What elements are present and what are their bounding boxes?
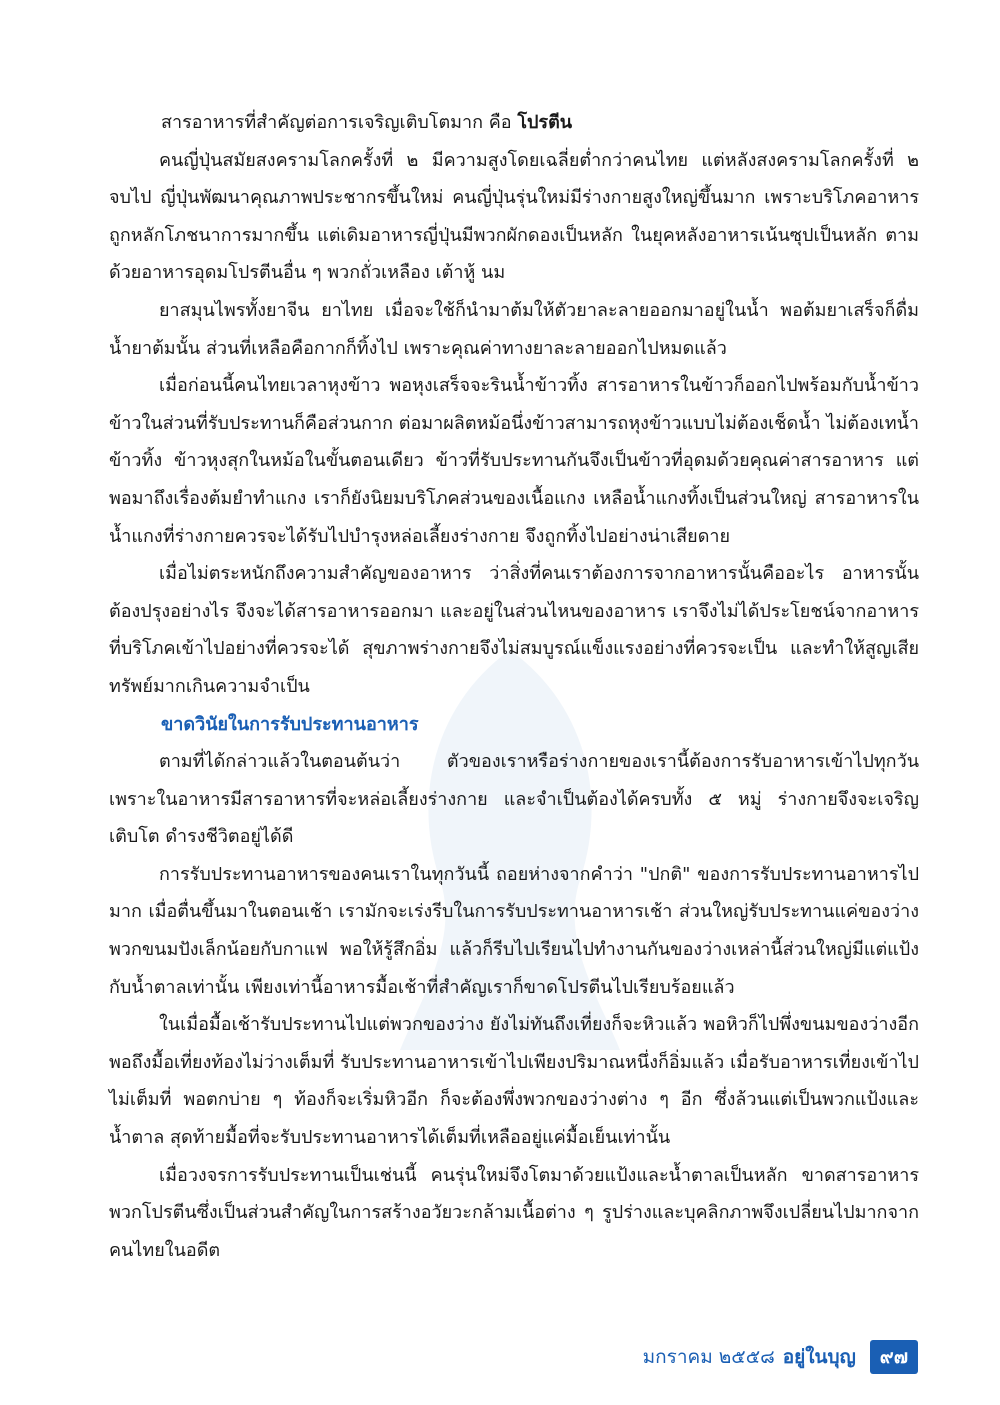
paragraph-5: เมื่อไม่ตระหนักถึงความสำคัญของอาหาร ว่าสิ่งที่คนเราต้องการจากอาหารนั้นคืออะไร อาหารนั้นต้องปรุงอย่างไร จึงจะได้สารอาหารออกมา และอยู่ในส่วนไหนของอาหาร เราจึงไม่ได้ประโยชน์จากอาหารที่บริโภคเข้าไปอย่างที่ควรจะได้ สุขภาพร่างกายจึงไม่สมบูรณ์แข็งแรงอย่างที่ควรจะเป็น และทำให้สูญเสียทรัพย์มากเกินความจำเป็น: [109, 563, 919, 697]
paragraph-3: ยาสมุนไพรทั้งยาจีน ยาไทย เมื่อจะใช้ก็นำมาต้มให้ตัวยาละลายออกมาอยู่ในน้ำ พอต้มยาเสร็จก็ดื่มน้ำยาต้มนั้น ส่วนที่เหลือคือกากก็ทิ้งไป เพราะคุณค่าทางยาละลายออกไปหมดแล้ว: [109, 299, 919, 359]
paragraph-4: เมื่อก่อนนี้คนไทยเวลาหุงข้าว พอหุงเสร็จจะรินน้ำข้าวทิ้ง สารอาหารในข้าวก็ออกไปพร้อมกับน้ำข้าว ข้าวในส่วนที่รับประทานก็คือส่วนกาก ต่อมาผลิตหม้อนึ่งข้าวสามารถหุงข้าวแบบไม่ต้องเช็ดน้ำ ไม่ต้องเทน้ำข้าวทิ้ง ข้าวหุงสุกในหม้อในขั้นตอนเดียว ข้าวที่รับประทานกันจึงเป็นข้าวที่อุดมด้วยคุณค่าสารอาหาร แต่พอมาถึงเรื่องต้มยำทำแกง เราก็ยังนิยมบริโภคส่วนของเนื้อแกง เหลือน้ำแกงทิ้งเป็นส่วนใหญ่ สารอาหารในน้ำแกงที่ร่างกายควรจะได้รับไปบำรุงหล่อเลี้ยงร่างกาย จึงถูกทิ้งไปอย่างน่าเสียดาย: [109, 375, 919, 547]
article-body: [109, 104, 919, 1269]
footer-date: มกราคม ๒๕๕๘: [642, 1346, 775, 1368]
page-number-badge: ๙๗: [870, 1340, 918, 1374]
paragraph-8: ในเมื่อมื้อเช้ารับประทานไปแต่พวกของว่าง ยังไม่ทันถึงเที่ยงก็จะหิวแล้ว พอหิวก็ไปพึ่งขนมของว่างอีก พอถึงมื้อเที่ยงท้องไม่ว่างเต็มที่ รับประทานอาหารเข้าไปเพียงปริมาณหนึ่งก็อิ่มแล้ว เมื่อรับอาหารเที่ยงเข้าไปไม่เต็มที่ พอตกบ่าย ๆ ท้องก็จะเริ่มหิวอีก ก็จะต้องพึ่งพวกของว่างต่าง ๆ อีก ซึ่งล้วนแต่เป็นพวกแป้งและน้ำตาล สุดท้ายมื้อที่จะรับประทานอาหารได้เต็มที่เหลืออยู่แค่มื้อเย็นเท่านั้น: [109, 1014, 919, 1149]
paragraph-9: เมื่อวงจรการรับประทานเป็นเช่นนี้ คนรุ่นใหม่จึงโตมาด้วยแป้งและน้ำตาลเป็นหลัก ขาดสารอาหารพวกโปรตีนซึ่งเป็นส่วนสำคัญในการสร้างอวัยวะกล้ามเนื้อต่าง ๆ รูปร่างและบุคลิกภาพจึงเปลี่ยนไปมากจากคนไทยในอดีต: [109, 1164, 919, 1261]
paragraph-7: การรับประทานอาหารของคนเราในทุกวันนี้ ถอยห่างจากคำว่า "ปกติ" ของการรับประทานอาหารไปมาก เมื่อตื่นขึ้นมาในตอนเช้า เรามักจะเร่งรีบในการรับประทานอาหารเช้า ส่วนใหญ่รับประทานแค่ของว่างพวกขนมปังเล็กน้อยกับกาแฟ พอให้รู้สึกอิ่ม แล้วก็รีบไปเรียนไปทำงานกันของว่างเหล่านี้ส่วนใหญ่มีแต่แป้งกับน้ำตาลเท่านั้น เพียงเท่านี้อาหารมื้อเช้าที่สำคัญเราก็ขาดโปรตีนไปเรียบร้อยแล้ว: [109, 863, 919, 998]
footer-magazine-name: อยู่ในบุญ: [782, 1346, 856, 1368]
section-heading: ขาดวินัยในการรับประทานอาหาร: [161, 713, 419, 735]
paragraph-6: ตามที่ได้กล่าวแล้วในตอนต้นว่า ตัวของเราหรือร่างกายของเรานี้ต้องการรับอาหารเข้าไปทุกวัน เพราะในอาหารมีสารอาหารที่จะหล่อเลี้ยงร่างกาย และจำเป็นต้องได้ครบทั้ง ๕ หมู่ ร่างกายจึงจะเจริญเติบโต ดำรงชีวิตอยู่ได้ดี: [109, 751, 919, 848]
paragraph-text: สารอาหารที่สำคัญต่อการเจริญเติบโตมาก คือ: [161, 112, 518, 133]
paragraph-1: [109, 104, 919, 142]
paragraph-2: คนญี่ปุ่นสมัยสงครามโลกครั้งที่ ๒ มีความสูงโดยเฉลี่ยต่ำกว่าคนไทย แต่หลังสงครามโลกครั้งที่ ๒ จบไป ญี่ปุ่นพัฒนาคุณภาพประชากรขึ้นใหม่ คนญี่ปุ่นรุ่นใหม่มีร่างกายสูงใหญ่ขึ้นมาก เพราะบริโภคอาหารถูกหลักโภชนาการมากขึ้น แต่เดิมอาหารญี่ปุ่นมีพวกผักดองเป็นหลัก ในยุคหลังอาหารเน้นซุปเป็นหลัก ตามด้วยอาหารอุดมโปรตีนอื่น ๆ พวกถั่วเหลือง เต้าหู้ นม: [109, 149, 919, 284]
bold-keyword: โปรตีน: [517, 112, 573, 133]
page-footer: [643, 1340, 918, 1374]
